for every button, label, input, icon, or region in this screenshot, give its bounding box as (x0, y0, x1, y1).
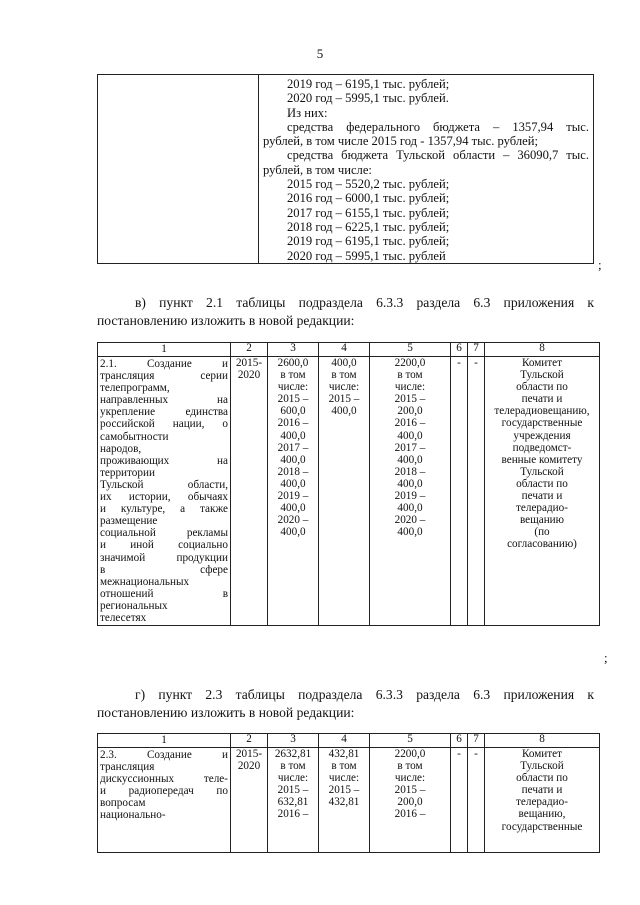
table-item-2-3 (97, 733, 600, 853)
funding-line: 2020 год – 5995,1 тыс. рублей. (287, 91, 449, 106)
col6-cell: - (451, 748, 468, 853)
cell-line: 400,0 (280, 502, 306, 515)
cell-line: 2632,81 (274, 748, 312, 760)
cell-line: Комитет (521, 357, 563, 369)
header-cell: 3 (268, 734, 319, 748)
cell-line: отношений в (100, 587, 228, 600)
cell-line: в том (280, 369, 306, 382)
activity-cell (98, 748, 231, 853)
cell-line: трансляция серии (100, 370, 228, 383)
cell-line: Тульской (520, 760, 564, 773)
total-cell (268, 357, 319, 626)
cell-line: и радиопередач по (100, 785, 228, 798)
cell-line: 400,0 (397, 429, 423, 442)
cell-line: 400,0 (397, 477, 423, 490)
cell-line: Тульской (520, 465, 564, 478)
cell-line: 2018 – (277, 465, 309, 478)
header-cell: 6 (451, 734, 468, 748)
cell-line: телерадио- (516, 796, 568, 809)
funding-line: 2019 год – 6195,1 тыс. рублей; (287, 77, 450, 91)
cell-line: 2019 – (277, 490, 309, 503)
col7-cell: - (468, 357, 485, 626)
cell-line: вещанию (519, 514, 565, 527)
cell-line: социальной рекламы (100, 527, 228, 540)
cell-line: учреждения (513, 429, 571, 442)
cell-line: 400,0 (397, 453, 423, 466)
funding-line: 2019 год – 6195,1 тыс. рублей; (287, 234, 450, 249)
cell-line: телесетях (100, 611, 147, 624)
funding-line: 2020 год – 5995,1 тыс. рублей (287, 248, 446, 263)
header-cell: 2 (231, 343, 268, 357)
cell-line: 2015 – (277, 393, 309, 406)
cell-line: числе: (277, 381, 309, 394)
cell-line: территории (100, 466, 155, 479)
cell-line: 2015 – (394, 784, 426, 797)
cell-line: 2600,0 (277, 357, 309, 369)
paragraph-line: постановлению изложить в новой редакции: (97, 705, 355, 720)
period-cell (231, 357, 268, 626)
cell-line: 400,0 (280, 453, 306, 466)
cell-line: в сфере (100, 563, 228, 576)
paragraph-g (97, 686, 594, 722)
cell-line: 432,81 (328, 748, 360, 760)
cell-line: 2015- (235, 748, 263, 760)
header-cell: 8 (485, 734, 600, 748)
cell-line: 2020 – (394, 514, 426, 527)
table-row (98, 748, 600, 853)
funding-line: 2016 год – 6000,1 тыс. рублей; (287, 191, 450, 206)
cell-line: направленных на (100, 394, 228, 407)
cell-line: 400,0 (397, 526, 423, 539)
header-row (98, 734, 600, 748)
period-cell (231, 748, 268, 853)
paragraph-line: в) пункт 2.1 таблицы подраздела 6.3.3 раздела 6.3 приложения к (135, 295, 594, 310)
cell-line: вещанию, (518, 808, 566, 821)
cell-line: 400,0 (280, 526, 306, 539)
cell-line: числе: (328, 381, 360, 394)
funding-cell (259, 75, 594, 264)
total-cell (268, 748, 319, 853)
header-row (98, 343, 600, 357)
funding-line: средства бюджета Тульской области – 36090,7 тыс. (287, 148, 589, 163)
header-cell: 6 (451, 343, 468, 357)
cell-line: числе: (277, 772, 309, 785)
cell-line: 2017 – (394, 441, 426, 454)
table-item-2-1 (97, 342, 600, 626)
cell-line: 2015- (235, 357, 263, 369)
col7-cell: - (468, 748, 485, 853)
semicolon-mark: ; (604, 650, 608, 665)
regional-cell (370, 748, 451, 853)
cell-line: 400,0 (280, 477, 306, 490)
cell-line: 400,0 (397, 502, 423, 515)
paragraph-b (97, 294, 594, 330)
cell-line: 600,0 (280, 405, 306, 418)
paragraph-line: постановлению изложить в новой редакции: (97, 313, 355, 328)
cell-line: 2019 – (394, 490, 426, 503)
federal-cell (319, 357, 370, 626)
cell-line: 2200,0 (394, 748, 426, 760)
cell-line: Комитет (521, 748, 563, 760)
header-cell: 4 (319, 734, 370, 748)
header-cell: 1 (98, 343, 231, 357)
executor-cell (485, 357, 600, 626)
cell-line: области по (516, 381, 568, 394)
cell-line: венные комитету (501, 453, 583, 466)
cell-line: 2015 – (328, 393, 360, 406)
empty-cell (98, 75, 259, 264)
cell-line: 432,81 (328, 796, 360, 809)
cell-line: их истории, обычаях (100, 491, 228, 504)
funding-line: средства федерального бюджета – 1357,94 тыс. (287, 119, 589, 134)
cell-line: 2020 – (277, 514, 309, 527)
cell-line: 2016 – (277, 417, 309, 430)
cell-line: вопросам (100, 797, 146, 810)
cell-line: области по (516, 477, 568, 490)
cell-line: 2.3. Создание и (100, 749, 228, 761)
executor-cell (485, 748, 600, 853)
cell-line: значимой продукции (100, 551, 228, 564)
cell-line: телерадио- (516, 502, 568, 515)
cell-line: народов, (100, 442, 142, 455)
cell-line: 2020 (237, 369, 261, 382)
cell-line: в том (331, 760, 357, 773)
cell-line: (по (534, 526, 550, 539)
cell-line: 2.1. Создание и (100, 358, 228, 370)
cell-line: в том (397, 369, 423, 382)
header-cell: 1 (98, 734, 231, 748)
cell-line: области по (516, 772, 568, 785)
funding-line: 2015 год – 5520,2 тыс. рублей; (287, 177, 450, 192)
cell-line: 2017 – (277, 441, 309, 454)
cell-line: Тульской (520, 369, 564, 382)
regional-cell (370, 357, 451, 626)
continuation-table (97, 74, 594, 264)
cell-line: печати и (521, 393, 563, 406)
cell-line: 400,0 (280, 429, 306, 442)
header-cell: 5 (370, 343, 451, 357)
cell-line: 2016 – (394, 417, 426, 430)
cell-line: 2020 (237, 760, 261, 773)
semicolon-mark: ; (598, 257, 602, 272)
cell-line: согласованию) (507, 538, 577, 551)
header-cell: 2 (231, 734, 268, 748)
cell-line: межнациональных (100, 575, 190, 588)
col6-cell: - (451, 357, 468, 626)
cell-line: в том (397, 760, 423, 773)
cell-line: размещение (100, 515, 158, 528)
header-cell: 8 (485, 343, 600, 357)
cell-line: трансляция (100, 761, 155, 774)
cell-line: в том (331, 369, 357, 382)
cell-line: 2015 – (328, 784, 360, 797)
funding-line: 2018 год – 6225,1 тыс. рублей; (287, 219, 450, 234)
cell-line: 2016 – (277, 808, 309, 821)
cell-line: числе: (394, 772, 426, 785)
cell-line: государственные (501, 820, 583, 833)
cell-line: 2016 – (394, 808, 426, 821)
cell-line: телерадиовещанию, (494, 405, 590, 418)
cell-line: 2015 – (394, 393, 426, 406)
table-row (98, 357, 600, 626)
cell-line: самобытности (100, 430, 169, 443)
cell-line: Тульской области, (100, 478, 228, 491)
cell-line: числе: (394, 381, 426, 394)
funding-line: рублей, в том числе: (263, 162, 372, 177)
page-number: 5 (316, 46, 324, 61)
cell-line: 400,0 (331, 405, 357, 418)
cell-line: региональных (100, 599, 168, 612)
cell-line: и культуре, а также (100, 503, 228, 516)
cell-line: 200,0 (397, 796, 423, 809)
header-cell: 5 (370, 734, 451, 748)
paragraph-line: г) пункт 2.3 таблицы подраздела 6.3.3 раздела 6.3 приложения к (135, 687, 594, 702)
cell-line: в том (280, 760, 306, 773)
cell-line: проживающих на (100, 454, 228, 467)
cell-line: печати и (521, 490, 563, 503)
cell-line: государственные (501, 417, 583, 430)
cell-line: дискуссионных теле- (100, 773, 228, 786)
activity-cell (98, 357, 231, 626)
federal-cell (319, 748, 370, 853)
cell-line: российской нации, о (100, 418, 228, 431)
cell-line: 200,0 (397, 405, 423, 418)
cell-line: укрепление единства (100, 406, 228, 419)
header-cell: 3 (268, 343, 319, 357)
header-cell: 4 (319, 343, 370, 357)
funding-line: Из них: (287, 105, 328, 120)
funding-line: 2017 год – 6155,1 тыс. рублей; (287, 205, 450, 220)
cell-line: 632,81 (277, 796, 309, 809)
cell-line: числе: (328, 772, 360, 785)
cell-line: 2015 – (277, 784, 309, 797)
cell-line: 2200,0 (394, 357, 426, 369)
header-cell: 7 (468, 343, 485, 357)
cell-line: 2018 – (394, 465, 426, 478)
cell-line: национально- (100, 809, 166, 822)
cell-line: телепрограмм, (100, 382, 170, 395)
funding-line: рублей, в том числе 2015 год - 1357,94 тыс. рублей; (263, 134, 538, 149)
header-cell: 7 (468, 734, 485, 748)
cell-line: подведомст- (512, 441, 572, 454)
cell-line: 400,0 (331, 357, 357, 369)
cell-line: печати и (521, 784, 563, 797)
cell-line: и иной социально (100, 539, 228, 552)
